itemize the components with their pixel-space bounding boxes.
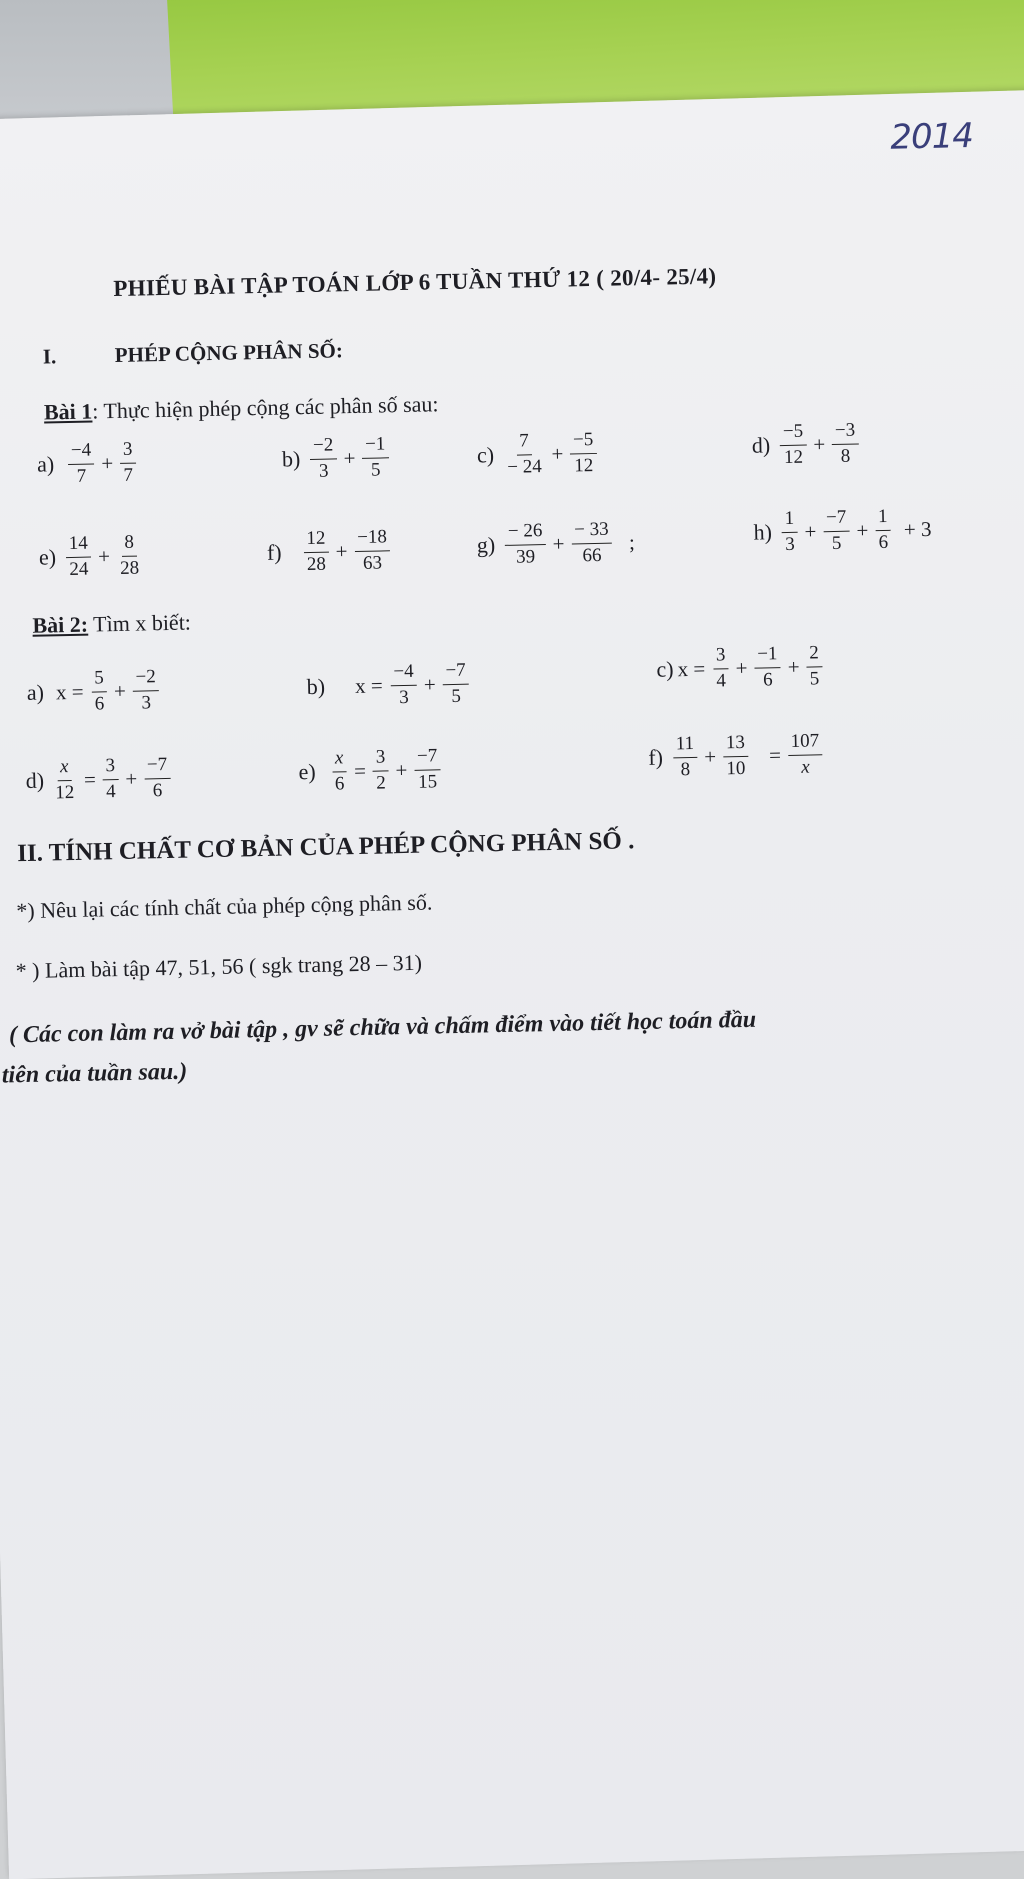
- bai2-a: a) x = $\frac{5}{6}$ + $\frac{-2}{3}$: [26, 667, 162, 717]
- fraction: $\frac{-7}{6}$: [144, 755, 171, 802]
- exercise-label: d): [25, 767, 45, 794]
- exercise-label: c): [476, 442, 495, 468]
- page-title: PHIẾU BÀI TẬP TOÁN LỚP 6 TUẦN THỨ 12 ( 20/4- 25/4): [113, 263, 717, 302]
- fraction: $\frac{2}{5}$: [806, 643, 822, 690]
- exercise-label: f): [648, 745, 664, 771]
- exercise-label: d): [751, 432, 771, 459]
- section1-number: I.: [42, 344, 57, 369]
- exercise-label: a): [26, 679, 45, 706]
- bai1-f: f) $\frac{12}{28}$ + $\frac{-18}{63}$: [266, 527, 393, 576]
- fraction: $\frac{-3}{8}$: [832, 420, 859, 467]
- fraction: $\frac{3}{4}$: [713, 645, 729, 692]
- fraction: $\frac{1}{3}$: [781, 509, 797, 556]
- item-1: *) Nêu lại các tính chất của phép cộng phân số.: [16, 889, 433, 924]
- bai1-c: c) $\frac{7}{- 24}$ + $\frac{-5}{12}$: [476, 430, 600, 479]
- bai1-e: e) $\frac{14}{24}$ + $\frac{8}{28}$: [39, 532, 146, 581]
- fraction: $\frac{1}{6}$: [875, 507, 891, 554]
- fraction: $\frac{x}{6}$: [331, 748, 347, 795]
- bai1-text: : Thực hiện phép cộng các phân số sau:: [91, 391, 439, 424]
- exercise-label: e): [298, 759, 316, 785]
- exercise-label: c): [656, 656, 674, 683]
- fraction: $\frac{-2}{3}$: [132, 667, 159, 714]
- bai2-text: Tìm x biết:: [87, 609, 192, 637]
- bai2-heading: [32, 609, 191, 638]
- bai2-label: Bài 2:: [32, 611, 89, 638]
- fraction: $\frac{12}{28}$: [303, 529, 329, 576]
- bai2-d: d) $\frac{x}{12}$ = $\frac{3}{4}$ + $\frac{-7}{6}$: [25, 755, 174, 805]
- exercise-label: a): [36, 451, 55, 478]
- bai2-c: c) x = $\frac{3}{4}$ + $\frac{-1}{6}$ + $\frac{2}{5}$: [656, 643, 826, 693]
- fraction: $\frac{- 26}{39}$: [505, 521, 546, 569]
- fraction: $\frac{5}{6}$: [91, 668, 107, 715]
- fraction: $\frac{-4}{3}$: [390, 662, 417, 709]
- fraction: $\frac{-7}{5}$: [442, 661, 469, 708]
- fraction: $\frac{-4}{7}$: [68, 440, 95, 487]
- note-line-1: ( Các con làm ra vở bài tập , gv sẽ chữa và chấm điểm vào tiết học toán đầu: [8, 1006, 757, 1049]
- fraction: $\frac{3}{7}$: [120, 440, 136, 487]
- exercise-label: f): [266, 539, 282, 566]
- bai2-b: b) x = $\frac{-4}{3}$ + $\frac{-7}{5}$: [306, 661, 472, 711]
- fraction: $\frac{-7}{5}$: [823, 508, 850, 555]
- bai2-e: e) $\frac{x}{6}$ = $\frac{3}{2}$ + $\frac{-7}{15}$: [298, 746, 444, 796]
- bai1-label: Bài 1: [43, 398, 93, 425]
- fraction: $\frac{8}{28}$: [119, 531, 140, 579]
- handwritten-year: 2014: [889, 115, 974, 158]
- bai1-d: d) $\frac{-5}{12}$ + $\frac{-3}{8}$: [751, 420, 862, 469]
- fraction: $\frac{3}{2}$: [373, 747, 389, 794]
- fraction: $\frac{-5}{12}$: [570, 430, 597, 477]
- bai1-b: b) $\frac{-2}{3}$ + $\frac{-1}{5}$: [282, 434, 393, 483]
- fraction: $\frac{-7}{15}$: [414, 746, 441, 793]
- fraction: $\frac{13}{10}$: [723, 733, 749, 780]
- bai1-g: g) $\frac{- 26}{39}$ + $\frac{- 33}{66}$ ;: [476, 518, 636, 568]
- section2-title: II. TÍNH CHẤT CƠ BẢN CỦA PHÉP CỘNG PHÂN SỐ .: [16, 827, 635, 868]
- fraction: $\frac{11}{8}$: [673, 734, 698, 781]
- fraction: $\frac{-1}{6}$: [754, 644, 781, 691]
- exercise-label: h): [753, 519, 773, 546]
- section1-title: PHÉP CỘNG PHÂN SỐ:: [114, 338, 344, 368]
- item-2: * ) Làm bài tập 47, 51, 56 ( sgk trang 28 – 31): [15, 949, 423, 984]
- note-line-2: tiên của tuần sau.): [1, 1058, 188, 1089]
- bai1-heading: [44, 391, 439, 425]
- bai2-f: f) $\frac{11}{8}$ + $\frac{13}{10}$ = $\frac{107}{x}$: [648, 731, 826, 781]
- fraction: $\frac{14}{24}$: [66, 534, 92, 581]
- exercise-label: e): [38, 544, 57, 571]
- exercise-label: b): [306, 674, 326, 700]
- fraction: $\frac{-1}{5}$: [362, 434, 389, 481]
- exercise-label: b): [281, 446, 301, 472]
- fraction: $\frac{- 33}{66}$: [571, 520, 612, 568]
- fraction: $\frac{x}{12}$: [55, 756, 75, 804]
- fraction: $\frac{3}{4}$: [102, 756, 118, 803]
- exercise-label: g): [476, 532, 496, 558]
- fraction: $\frac{7}{- 24}$: [507, 430, 542, 478]
- fraction: $\frac{-5}{12}$: [780, 422, 807, 469]
- fraction: $\frac{-18}{63}$: [354, 527, 391, 575]
- fraction: $\frac{107}{x}$: [787, 731, 822, 778]
- bai1-h: h) $\frac{1}{3}$ + $\frac{-7}{5}$ + $\frac{1}{6}$ + 3: [753, 505, 932, 555]
- fraction: $\frac{-2}{3}$: [310, 435, 337, 482]
- bai1-a: a) $\frac{-4}{7}$ + $\frac{3}{7}$: [37, 440, 140, 489]
